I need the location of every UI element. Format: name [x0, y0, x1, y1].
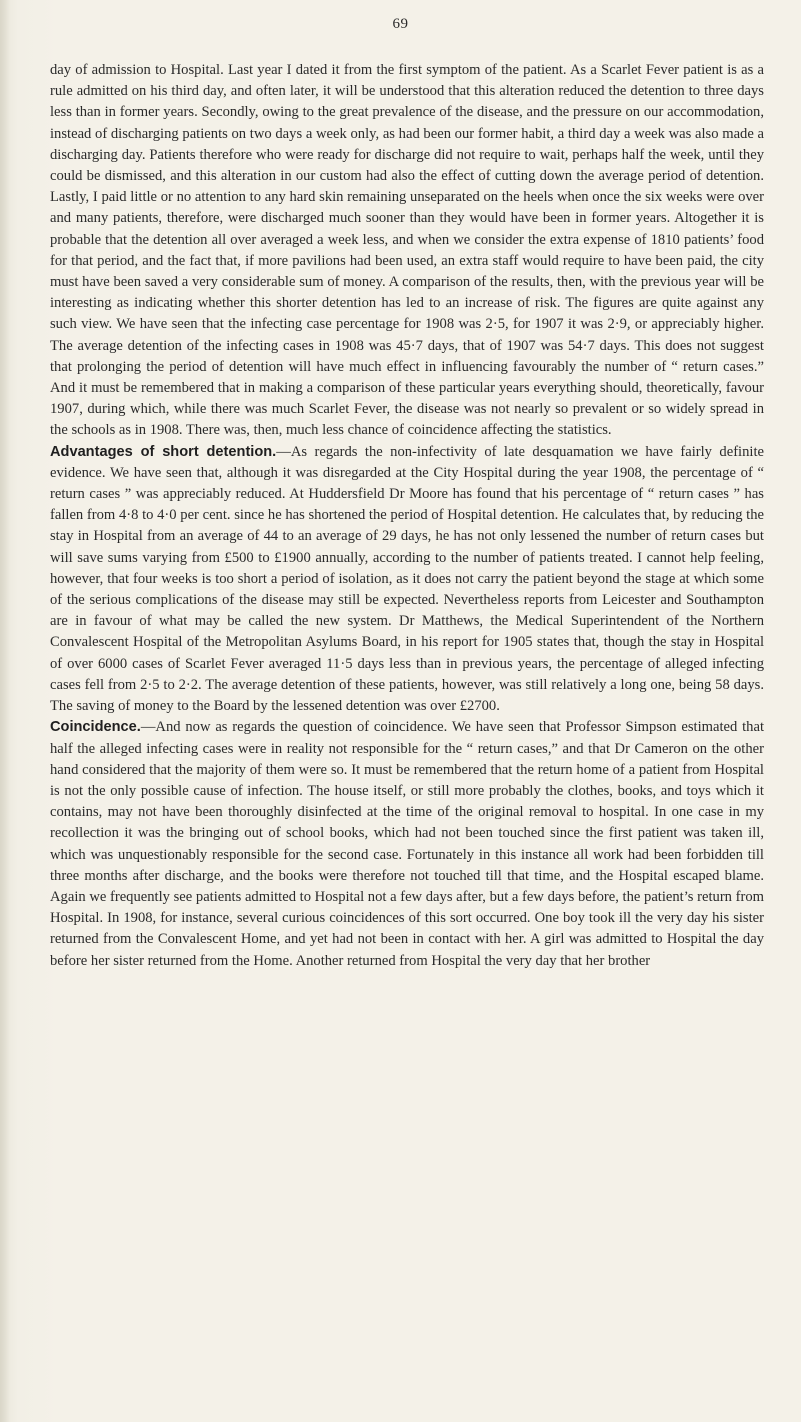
paragraph-text: day of admission to Hospital. Last year I dated it from the first symptom of the patient. As a Scarlet Fever patient is as a rule admitted on his third day, and often later, it will be understood that this alteration reduced the detention to three days less than in former years. Secondly, owing to the great prevalence of the disease, and the pressure on our accommodation, instead of discharging patients on two days a week only, as had been our former habit, a third day a week was also made a discharging day. Patients therefore who were ready for discharge did not require to wait, perhaps half the week, until they could be dismissed, and this alteration in our custom had also the effect of cutting down the average period of detention. Lastly, I paid little or no attention to any hard skin remaining unseparated on the heels when once the six weeks were over and many patients, therefore, were discharged much sooner than they would have been in former years. Altogether it is probable that the detention all over averaged a week less, and when we consider the extra expense of 1810 patients’ food for that period, and the fact that, if more pavilions had been used, an extra staff would require to have been paid, the city must have been saved a very considerable sum of money. A comparison of the results, then, with the previous year will be interesting as indicating whether this shorter detention has led to an increase of risk. The figures are quite against any such view. We have seen that the infecting case percentage for 1908 was 2·5, for 1907 it was 2·9, or appreciably higher. The average detention of the infecting cases in 1908 was 45·7 days, that of 1907 was 54·7 days. This does not suggest that prolonging the period of detention will have much effect in influencing favourably the number of “ return cases.” And it must be remembered that in making a comparison of these particular years everything should, theoretically, favour 1907, during which, while there was much Scarlet Fever, the disease was not nearly so prevalent or so widely spread in the schools as in 1908. There was, then, much less chance of coincidence affecting the statistics. — [50, 62, 764, 439]
paragraph-text: —And now as regards the question of coincidence. We have seen that Professor Simpson estimated that half the alleged infecting cases were in reality not responsible for the “ return cases,” and that Dr Cameron on the other hand considered that the majority of them were so. It must be remembered that the return home of a patient from Hospital is not the only possible cause of infection. The house itself, or still more probably the clothes, books, and toys which it contains, may not have been thoroughly disinfected at the time of the original removal to hospital. In one case in my recollection it was the bringing out of school books, which had not been touched since the first patient was taken ill, which was unquestionably responsible for the second case. Fortunately in this instance all work had been forbidden till three months after discharge, and the books were therefore not touched till that time, and the Hospital escaped blame. Again we frequently see patients admitted to Hospital not a few days after, but a few days before, the patient’s return from Hospital. In 1908, for instance, several curious coincidences of this sort occurred. One boy took ill the very day his sister returned from the Convalescent Home, and yet had not been in contact with her. A girl was admitted to Hospital the day before her sister returned from the Home. Another returned from Hospital the very day that her brother — [50, 719, 764, 969]
body-text — [50, 60, 764, 972]
section-heading-advantages: Advantages of short detention. — [50, 443, 277, 460]
paragraph-detention-changes — [50, 60, 764, 442]
paragraph-text: —As regards the non-infectivity of late desquamation we have fairly definite evidence. We have seen that, although it was disregarded at the City Hospital during the year 1908, the percentage of “ return cases ” was appreciably reduced. At Huddersfield Dr Moore has found that his percentage of “ return cases ” has fallen from 4·8 to 4·0 per cent. since he has shortened the period of Hospital detention. He calculates that, by reducing the stay in Hospital from an average of 44 to an average of 29 days, he has not only lessened the number of return cases but will save sums varying from £500 to £1900 annually, according to the number of patients treated. I cannot help feeling, however, that four weeks is too short a period of isolation, as it does not carry the patient beyond the stage at which some of the serious complications of the disease may still be expected. Nevertheless reports from Leicester and Southampton are in favour of what may be called the new system. Dr Matthews, the Medical Superintendent of the Northern Convalescent Hospital of the Metropolitan Asylums Board, in his report for 1905 states that, though the stay in Hospital of over 6000 cases of Scarlet Fever averaged 11·5 days less than in previous years, the percentage of alleged infecting cases fell from 2·5 to 2·2. The average detention of these patients, however, was still relatively a long one, being 58 days. The saving of money to the Board by the lessened detention was over £2700. — [50, 443, 764, 715]
section-heading-coincidence: Coincidence. — [50, 719, 141, 736]
paragraph-coincidence — [50, 717, 764, 971]
page-number: 69 — [392, 16, 409, 32]
page-gutter-shadow — [0, 0, 10, 1422]
paragraph-advantages-short-detention — [50, 442, 764, 718]
